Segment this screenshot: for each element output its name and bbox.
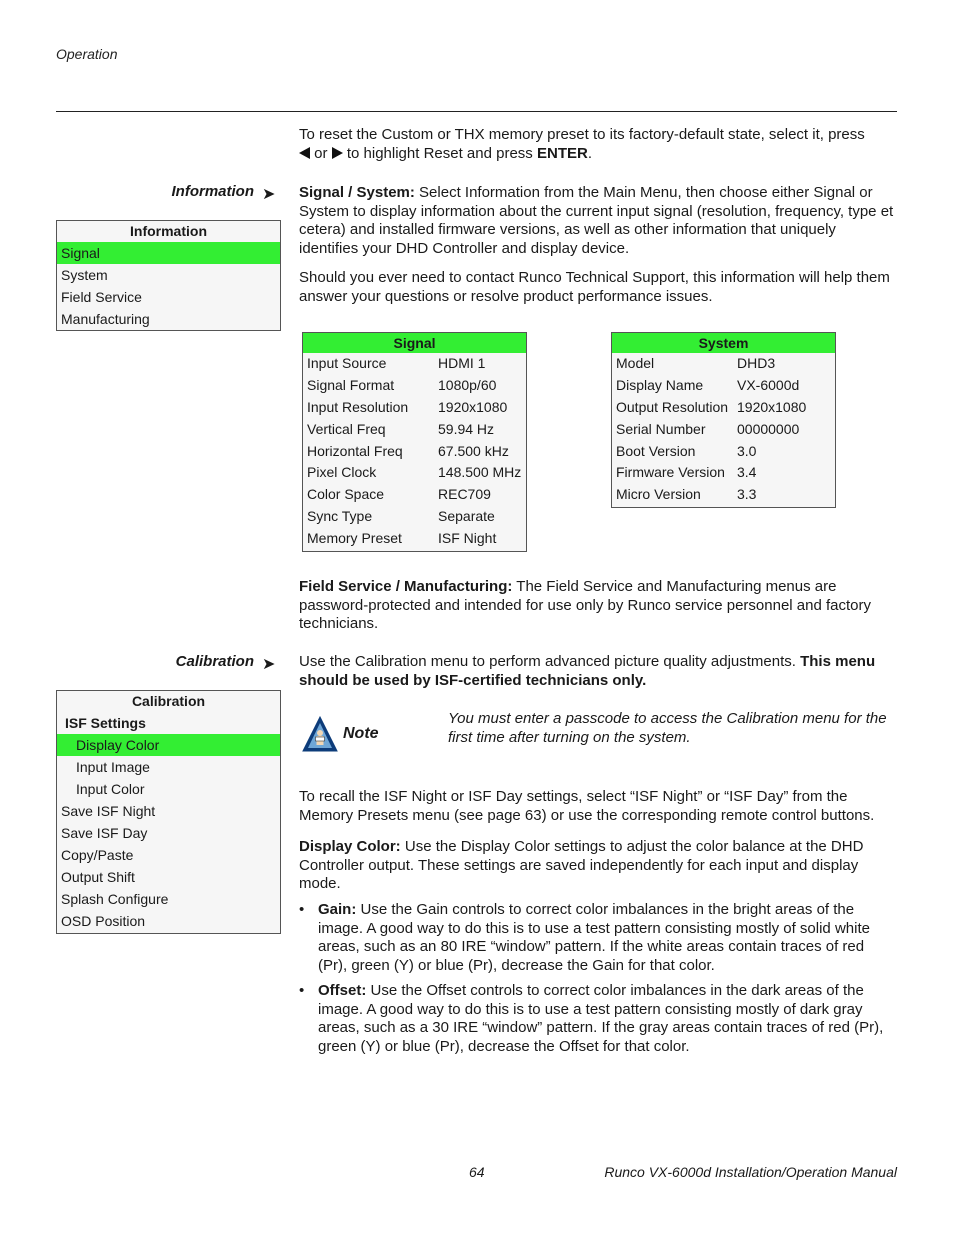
system-table-title: System — [612, 333, 835, 353]
signal-table — [302, 332, 527, 552]
row-key: Sync Type — [307, 508, 373, 525]
information-heading: Information — [171, 183, 254, 200]
field-service-label: Field Service / Manufacturing: — [299, 578, 513, 595]
bullet-dot: • — [299, 981, 305, 999]
isf-settings-heading: ISF Settings — [65, 715, 146, 731]
bullet-label: Offset: — [318, 981, 367, 999]
row-value: 1920x1080 — [438, 398, 508, 415]
display-color-text: Use the Display Color settings to adjust the color balance at the DHD Controller output. These settings are saved independently for each input and display mode. — [299, 838, 864, 893]
bullet-text: Use the Gain controls to correct color imbalances in the bright areas of the image. A good way to do this is to use a test pattern consisting mostly of solid white areas, such as an 80 IRE “window” pattern. If the white areas contain traces of red (Pr), green (Y) or blue (Pr), decrease the Gain for that color. — [318, 901, 870, 975]
row-key: Micro Version — [616, 486, 701, 503]
menu-item-copy-paste[interactable]: Copy/Paste — [61, 847, 134, 863]
running-header: Operation — [56, 46, 118, 62]
row-value: 59.94 Hz — [438, 420, 495, 437]
bullet-label: Gain: — [318, 901, 357, 918]
calibration-menu — [56, 690, 281, 934]
table-row — [303, 441, 526, 463]
intro-period: . — [587, 144, 592, 162]
adjustment-bullets — [299, 901, 897, 1063]
row-key: Boot Version — [616, 442, 696, 459]
row-key: Horizontal Freq — [307, 442, 403, 459]
enter-key: ENTER — [536, 144, 588, 162]
calibration-intro — [299, 653, 897, 690]
table-row — [303, 462, 526, 484]
row-value: Separate — [438, 508, 495, 525]
row-key: Display Name — [616, 376, 704, 393]
row-key: Input Resolution — [307, 398, 409, 415]
menu-item-signal[interactable]: Signal — [57, 242, 280, 264]
bullet-dot: • — [299, 901, 305, 918]
row-value: 148.500 MHz — [438, 464, 522, 481]
menu-item-osd-position[interactable]: OSD Position — [61, 913, 146, 929]
table-row — [612, 462, 835, 484]
calibration-intro-text: Use the Calibration menu to perform advanced picture quality adjustments. — [299, 653, 796, 670]
manual-title: Runco VX-6000d Installation/Operation Manual — [604, 1164, 897, 1180]
calibration-menu-title: Calibration — [131, 693, 206, 709]
recall-paragraph: To recall the ISF Night or ISF Day settings, select “ISF Night” or “ISF Day” from the Memory Presets menu (see page 63) or use the corresponding remote control buttons. — [299, 788, 875, 824]
table-row — [612, 397, 835, 419]
row-value: DHD3 — [737, 355, 776, 371]
display-color-paragraph — [299, 838, 897, 894]
row-key: Firmware Version — [616, 464, 725, 481]
field-service-paragraph — [299, 578, 897, 634]
row-value: REC709 — [438, 486, 491, 503]
table-row — [303, 419, 526, 441]
list-item — [299, 901, 897, 976]
support-paragraph: Should you ever need to contact Runco Technical Support, this information will help them answer your questions or resolve product performance issues. — [299, 269, 890, 305]
table-row — [303, 484, 526, 506]
intro-rest: to highlight Reset and press — [346, 144, 533, 162]
table-row — [612, 353, 835, 375]
table-row — [612, 484, 835, 506]
arrow-right-icon: ➤ — [262, 656, 276, 673]
table-row — [612, 441, 835, 463]
row-value: 3.3 — [737, 486, 757, 503]
intro-or: or — [314, 144, 328, 162]
row-value: ISF Night — [438, 530, 497, 547]
intro-line1: To reset the Custom or THX memory preset to its factory-default state, select it, press — [299, 126, 865, 143]
field-service-text: The Field Service and Manufacturing menus are password-protected and intended for use only by Runco service personnel and factory technicians. — [299, 578, 871, 633]
row-key: Signal Format — [307, 376, 395, 393]
right-arrow-icon — [332, 147, 343, 159]
display-color-label: Display Color: — [299, 838, 401, 855]
row-key: Model — [616, 355, 655, 371]
bullet-text: Use the Offset controls to correct color imbalances in the dark areas of the image. A good way to do this is to use a test pattern consisting mostly of dark gray areas, such as a 30 IRE “window” pattern. If the gray areas contain traces of red (Pr), green (Y) or blue (Pr), decrease the Offset for that color. — [318, 981, 884, 1055]
page-number: 64 — [469, 1164, 485, 1180]
menu-item-save-isf-day[interactable]: Save ISF Day — [61, 825, 148, 841]
signal-system-label: Signal / System: — [299, 184, 415, 201]
row-value: 3.0 — [737, 442, 757, 459]
calibration-heading: Calibration — [175, 653, 254, 670]
row-value: 3.4 — [737, 464, 757, 481]
table-row — [303, 528, 526, 550]
list-item — [299, 982, 897, 1057]
system-table — [611, 332, 836, 508]
row-key: Vertical Freq — [307, 420, 386, 437]
menu-item-manufacturing[interactable]: Manufacturing — [61, 311, 150, 327]
row-key: Serial Number — [616, 420, 706, 437]
left-arrow-icon — [299, 147, 310, 159]
menu-item-field-service[interactable]: Field Service — [61, 289, 142, 305]
table-row — [612, 375, 835, 397]
table-row — [612, 419, 835, 441]
arrow-right-icon: ➤ — [262, 186, 276, 203]
menu-item-save-isf-night[interactable]: Save ISF Night — [61, 803, 156, 819]
note-figure-icon — [302, 716, 338, 757]
table-row — [303, 375, 526, 397]
row-value: VX-6000d — [737, 376, 800, 393]
row-key: Input Source — [307, 355, 387, 371]
row-key: Output Resolution — [616, 398, 729, 415]
table-row — [303, 506, 526, 528]
menu-item-display-color[interactable]: Display Color — [57, 734, 280, 756]
menu-item-system[interactable]: System — [61, 267, 108, 283]
information-menu — [56, 220, 281, 331]
menu-item-input-image[interactable]: Input Image — [76, 759, 150, 775]
calibration-warning: This menu should be used by ISF-certified technicians only. — [299, 653, 876, 689]
intro-paragraph — [299, 126, 897, 163]
signal-table-title: Signal — [303, 333, 526, 353]
row-key: Color Space — [307, 486, 385, 503]
row-key: Pixel Clock — [307, 464, 377, 481]
table-row — [303, 353, 526, 375]
row-key: Memory Preset — [307, 530, 402, 547]
row-value: 1920x1080 — [737, 398, 807, 415]
menu-item-input-color[interactable]: Input Color — [76, 781, 145, 797]
header-rule — [56, 111, 897, 112]
menu-item-splash-configure[interactable]: Splash Configure — [61, 891, 169, 907]
row-value: 00000000 — [737, 420, 800, 437]
row-value: 67.500 kHz — [438, 442, 509, 459]
note-label: Note — [343, 725, 379, 742]
note-text: You must enter a passcode to access the Calibration menu for the first time after turning on the system. — [448, 710, 887, 746]
signal-system-text: Select Information from the Main Menu, then choose either Signal or System to display information about the current input signal (resolution, frequency, type et cetera) and installed firmware versions, as well as other information that uniquely identifies your DHD Controller and display device. — [299, 184, 894, 258]
signal-system-paragraph — [299, 184, 897, 259]
menu-item-output-shift[interactable]: Output Shift — [61, 869, 135, 885]
information-menu-title: Information — [130, 223, 207, 239]
row-value: HDMI 1 — [438, 355, 486, 371]
table-row — [303, 397, 526, 419]
row-value: 1080p/60 — [438, 376, 497, 393]
